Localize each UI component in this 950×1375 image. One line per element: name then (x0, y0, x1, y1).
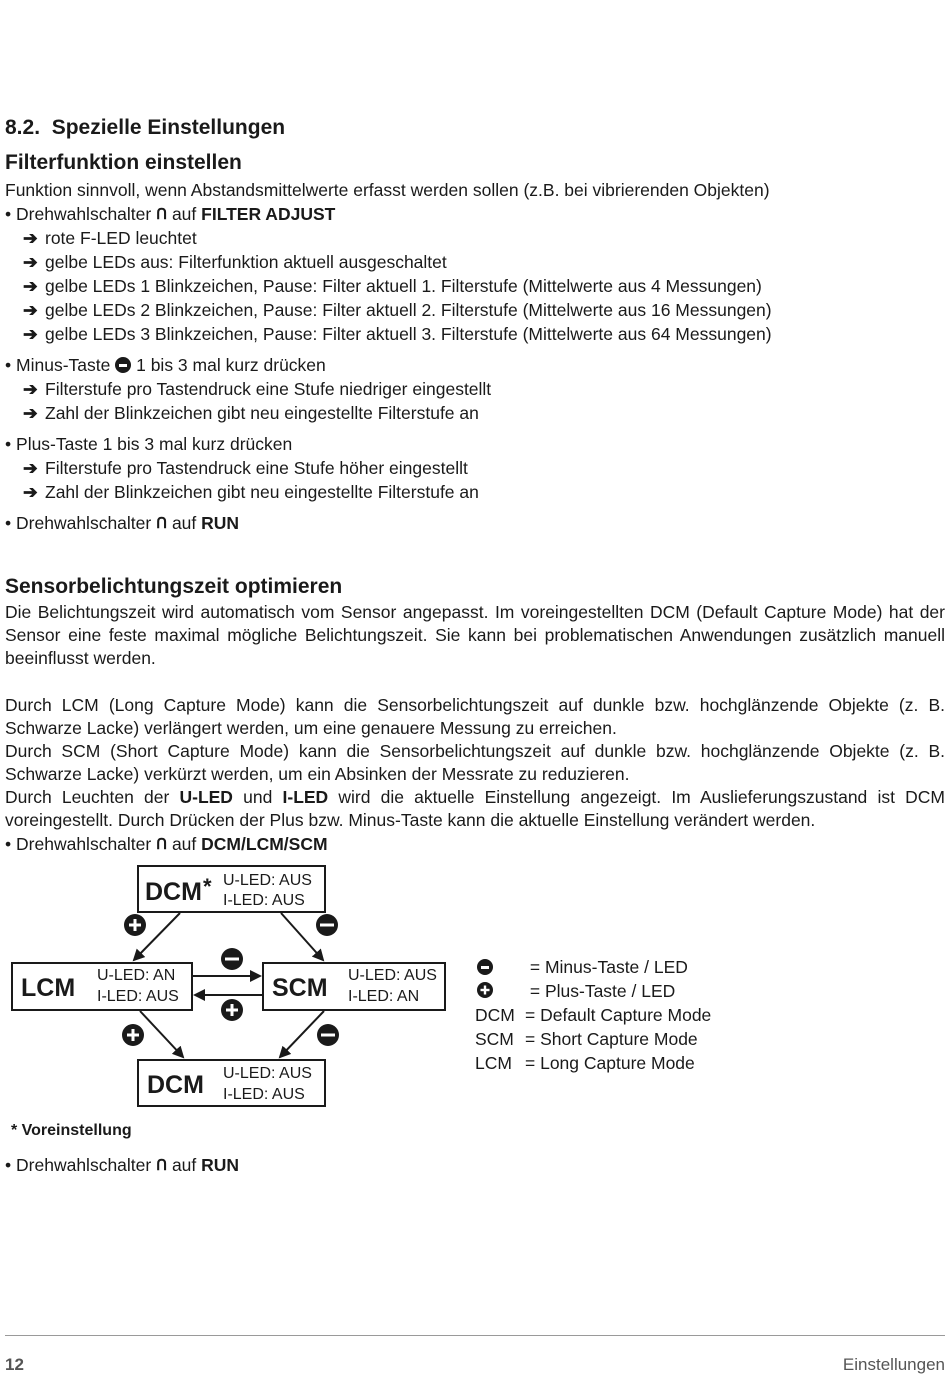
plus-button-icon (124, 914, 146, 936)
filter-step-1-result (23, 274, 762, 298)
scm-iled: I-LED: AN (348, 988, 420, 1005)
i-led-label: I-LED (282, 787, 329, 807)
filter-heading: Filterfunktion einstellen (5, 151, 242, 174)
dcm-top-iled: I-LED: AUS (223, 892, 305, 909)
bullet: • (5, 204, 12, 224)
arrow-right-icon: ➔ (23, 228, 38, 248)
arrow-dcm-to-scm (281, 913, 323, 960)
step-text: Plus-Taste 1 bis 3 mal kurz drücken (16, 434, 293, 454)
result-text: gelbe LEDs 3 Blinkzeichen, Pause: Filter aktuell 3. Filterstufe (Mittelwerte aus 64 Messungen) (45, 324, 772, 344)
sensor-paragraph-4 (5, 786, 945, 832)
minus-button-icon (221, 948, 243, 970)
result-text: Filterstufe pro Tastendruck eine Stufe niedriger eingestellt (45, 379, 492, 399)
dcm-top-label: DCM (145, 878, 202, 906)
arrow-right-icon: ➔ (23, 324, 38, 344)
lcm-iled: I-LED: AUS (97, 988, 179, 1005)
filter-step-1-result (23, 250, 447, 274)
arrow-right-icon: ➔ (23, 300, 38, 320)
arrow-right-icon: ➔ (23, 276, 38, 296)
arrow-right-icon: ➔ (23, 458, 38, 478)
text: wird die aktuelle Einstellung angezeigt. Im Auslieferungszustand ist DCM voreingestellt. Durch Drücken der Plus bzw. Minus-Taste kann die aktuelle Einstellung verändert werden. (5, 787, 945, 830)
text: Durch Leuchten der (5, 787, 170, 807)
filter-step-3 (5, 432, 292, 456)
result-text: Filterstufe pro Tastendruck eine Stufe höher eingestellt (45, 458, 468, 478)
step-text: auf (171, 834, 197, 854)
filter-step-1-result (23, 322, 772, 346)
section-title: Spezielle Einstellungen (51, 116, 286, 139)
minus-button-icon (477, 959, 493, 975)
dcm-bottom-box (138, 1060, 325, 1106)
legend-row-lcm (475, 1051, 695, 1075)
legend-key: SCM (475, 1029, 514, 1049)
arrow-right-icon: ➔ (23, 379, 38, 399)
plus-button-icon (221, 999, 243, 1021)
legend-key: LCM (475, 1053, 512, 1073)
plus-button-icon (122, 1024, 144, 1046)
sensor-paragraph-2: Durch LCM (Long Capture Mode) kann die Sensorbelichtungszeit auf dunkle bzw. hochglänzende Objekte (z. B. Schwarze Lacke) verlängert werden, um eine genauere Messung zu erreichen. (5, 695, 945, 738)
legend-text: = Minus-Taste / LED (529, 957, 688, 977)
legend-text: = Short Capture Mode (525, 1029, 698, 1049)
u-led-label: U-LED (179, 787, 233, 807)
result-text: gelbe LEDs 1 Blinkzeichen, Pause: Filter aktuell 1. Filterstufe (Mittelwerte aus 4 Messungen) (45, 276, 762, 296)
mode-scm: SCM (288, 834, 328, 854)
filter-step-1-result (23, 226, 197, 250)
legend-text: = Plus-Taste / LED (529, 981, 676, 1001)
section-heading (5, 116, 285, 140)
minus-button-icon (115, 357, 131, 373)
page-number: 12 (5, 1355, 24, 1374)
filter-step-3-result (23, 456, 468, 480)
filter-step-2-result (23, 377, 491, 401)
minus-button-icon (316, 914, 338, 936)
rotary-switch-icon: ᑎ (156, 515, 168, 532)
lcm-uled: U-LED: AN (97, 967, 176, 984)
step-text: 1 bis 3 mal kurz drücken (136, 355, 326, 375)
arrow-right-icon: ➔ (23, 482, 38, 502)
dcm-top-uled: U-LED: AUS (223, 872, 312, 889)
sensor-heading: Sensorbelichtungszeit optimieren (5, 575, 343, 598)
minus-button-icon (317, 1024, 339, 1046)
step-value: RUN (201, 1155, 240, 1175)
footnote: * Voreinstellung (11, 1122, 132, 1139)
dcm-bottom-uled: U-LED: AUS (223, 1065, 312, 1082)
legend-row-minus (475, 955, 688, 979)
sensor-step (5, 832, 328, 857)
rotary-switch-icon: ᑎ (156, 1157, 168, 1174)
legend-row-dcm (475, 1003, 711, 1027)
result-text: gelbe LEDs 2 Blinkzeichen, Pause: Filter aktuell 2. Filterstufe (Mittelwerte aus 16 Messungen) (45, 300, 772, 320)
dcm-bottom-label: DCM (147, 1071, 204, 1099)
step-text: Minus-Taste (16, 355, 111, 375)
lcm-box (12, 963, 192, 1010)
result-text: Zahl der Blinkzeichen gibt neu eingestellte Filterstufe an (45, 482, 479, 502)
sensor-final-step (5, 1153, 239, 1178)
sensor-paragraph-3: Durch SCM (Short Capture Mode) kann die Sensorbelichtungszeit auf dunkle bzw. hochglänzende Objekte (z. B. Schwarze Lacke) verkürzt werden, um ein Absinken der Messrate zu reduzieren. (5, 741, 945, 784)
filter-intro: Funktion sinnvoll, wenn Abstandsmittelwerte erfasst werden sollen (z.B. bei vibrierenden Objekten) (5, 180, 770, 200)
legend-text: = Default Capture Mode (525, 1005, 712, 1025)
dcm-bottom-iled: I-LED: AUS (223, 1086, 305, 1103)
legend-text: = Long Capture Mode (525, 1053, 695, 1073)
step-text: auf (171, 513, 197, 533)
filter-step-2-result (23, 401, 479, 425)
legend-row-scm (475, 1027, 698, 1051)
section-number: 8.2. (5, 116, 41, 139)
result-text: Zahl der Blinkzeichen gibt neu eingestellte Filterstufe an (45, 403, 479, 423)
step-text: Drehwahlschalter (16, 204, 152, 224)
rotary-switch-icon: ᑎ (156, 836, 168, 853)
sensor-paragraph-1: Die Belichtungszeit wird automatisch vom Sensor angepasst. Im voreingestellten DCM (Default Capture Mode) hat der Sensor eine feste maximal mögliche Belichtungszeit. Sie kann bei problematischen Anwendungen zusätzlich manuell beeinflusst werden. (5, 602, 945, 668)
step-text: Drehwahlschalter (16, 834, 152, 854)
bullet: • (5, 1155, 12, 1175)
legend-row-plus (475, 979, 675, 1003)
result-text: rote F-LED leuchtet (45, 228, 197, 248)
filter-step-4 (5, 511, 239, 536)
separator: / (241, 834, 246, 854)
filter-step-1 (5, 202, 335, 227)
legend-key: DCM (475, 1005, 515, 1025)
rotary-switch-icon: ᑎ (156, 206, 168, 223)
bullet: • (5, 834, 12, 854)
lcm-label: LCM (21, 974, 76, 1002)
scm-box (263, 963, 445, 1010)
mode-dcm: DCM (201, 834, 242, 854)
text: und (243, 787, 273, 807)
default-star: * (203, 874, 212, 899)
arrow-right-icon: ➔ (23, 403, 38, 423)
step-text: Drehwahlschalter (16, 1155, 152, 1175)
filter-step-1-result (23, 298, 772, 322)
filter-step-2 (5, 353, 326, 377)
step-value: FILTER ADJUST (201, 204, 336, 224)
scm-uled: U-LED: AUS (348, 967, 437, 984)
step-text: auf (171, 1155, 197, 1175)
arrow-lcm-to-dcm (140, 1011, 183, 1057)
step-text: Drehwahlschalter (16, 513, 152, 533)
filter-step-3-result (23, 480, 479, 504)
bullet: • (5, 513, 12, 533)
plus-button-icon (476, 981, 494, 999)
bullet: • (5, 355, 12, 375)
chapter-name: Einstellungen (842, 1355, 945, 1374)
footer-divider (5, 1335, 945, 1336)
step-text: auf (171, 204, 197, 224)
result-text: gelbe LEDs aus: Filterfunktion aktuell ausgeschaltet (45, 252, 447, 272)
dcm-top-box (138, 866, 325, 912)
mode-lcm: LCM (245, 834, 284, 854)
arrow-right-icon: ➔ (23, 252, 38, 272)
scm-label: SCM (272, 974, 328, 1002)
bullet: • (5, 434, 12, 454)
capture-mode-diagram (5, 858, 465, 1113)
separator: / (283, 834, 289, 854)
step-value: RUN (201, 513, 240, 533)
